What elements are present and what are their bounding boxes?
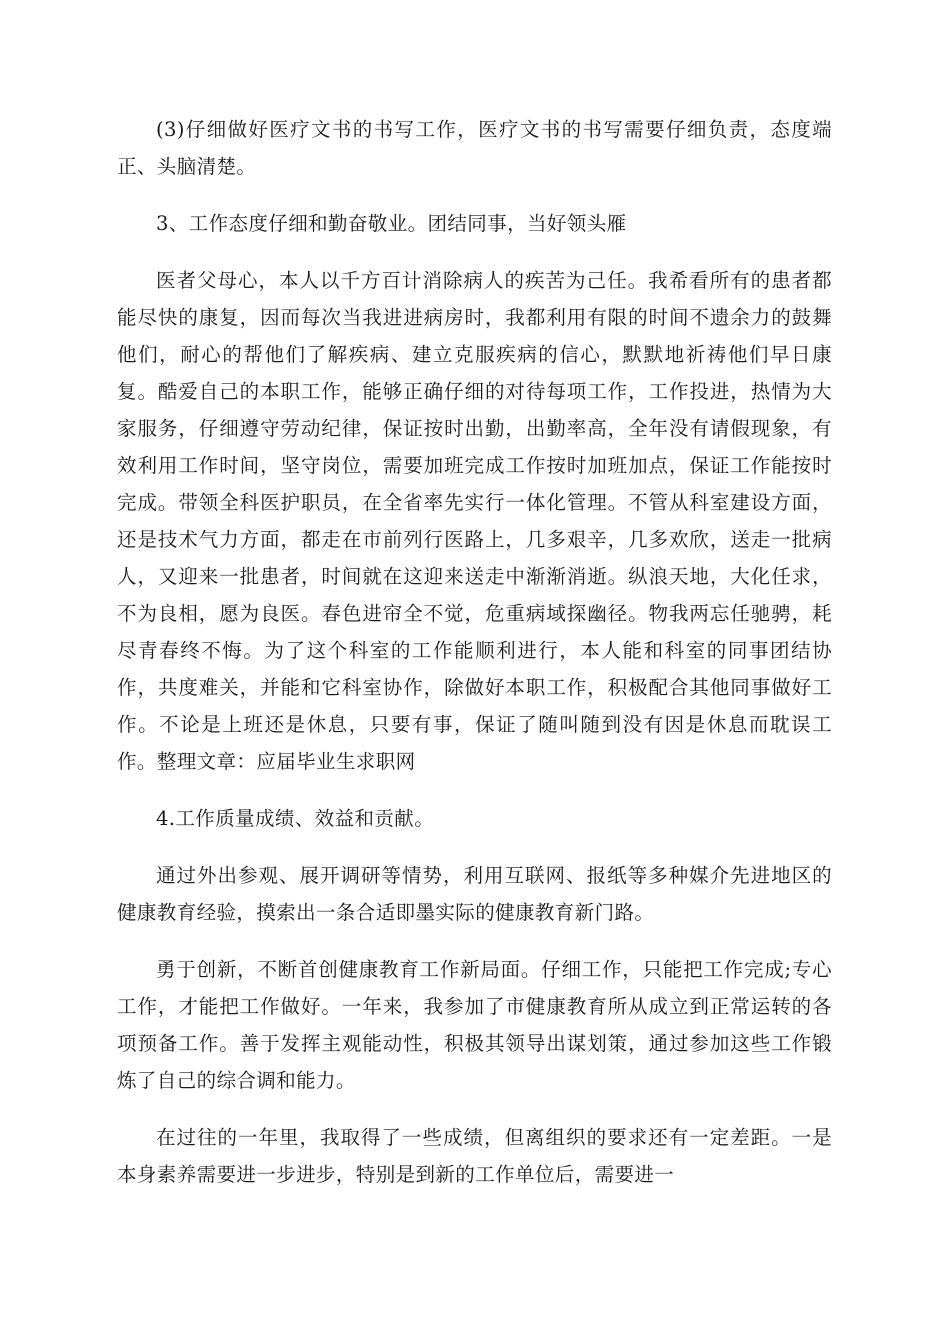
paragraph-shortcomings: 在过往的一年里，我取得了一些成绩，但离组织的要求还有一定差距。一是本身素养需要进一步进步，特别是到新的工作单位后，需要进一 — [117, 1126, 832, 1186]
section-heading-work-attitude: 3、工作态度仔细和勤奋敬业。团结同事，当好领头雁 — [156, 212, 627, 235]
paragraph-innovation: 勇于创新，不断首创健康教育工作新局面。仔细工作，只能把工作完成;专心工作，才能把工作做好。一年来，我参加了市健康教育所从成立到正常运转的各项预备工作。善于发挥主观能动性，积极其领导出谋划策，通过参加这些工作锻炼了自己的综合调和能力。 — [117, 958, 832, 1092]
paragraph-doctor-dedication: 医者父母心，本人以千方百计消除病人的疾苦为己任。我希看所有的患者都能尽快的康复，因而每次当我进进病房时，我都利用有限的时间不遗余力的鼓舞他们，耐心的帮他们了解疾病、建立克服疾病的信心，默默地祈祷他们早日康复。酷爱自己的本职工作，能够正确仔细的对待每项工作，工作投进，热情为大家服务，仔细遵守劳动纪律，保证按时出勤，出勤率高，全年没有请假现象，有效利用工作时间，坚守岗位，需要加班完成工作按时加班加点，保证工作能按时完成。带领全科医护职员，在全省率先实行一体化管理。不管从科室建设方面，还是技术气力方面，都走在市前列行医路上，几多艰辛，几多欢欣，送走一批病人，又迎来一批患者，时间就在这迎来送走中渐渐消逝。纵浪天地，大化任求，不为良相，愿为良医。春色进帘全不觉，危重病域探幽径。物我两忘任驰骋，耗尽青春终不悔。为了这个科室的工作能顺利进行，本人能和科室的同事团结协作，共度难关，并能和它科室协作，除做好本职工作，积极配合其他同事做好工作。不论是上班还是休息，只要有事，保证了随叫随到没有因是休息而耽误工作。整理文章：应届毕业生求职网 — [117, 269, 832, 773]
paragraph-medical-records: (3)仔细做好医疗文书的书写工作，医疗文书的书写需要仔细负责，态度端正、头脑清楚。 — [117, 118, 832, 178]
section-heading-work-quality: 4.工作质量成绩、效益和贡献。 — [156, 807, 435, 830]
paragraph-health-education-experience: 通过外出参观、展开调研等情势，利用互联网、报纸等多种媒介先进地区的健康教育经验，摸索出一条合适即墨实际的健康教育新门路。 — [117, 864, 832, 924]
document-body — [117, 111, 832, 1213]
